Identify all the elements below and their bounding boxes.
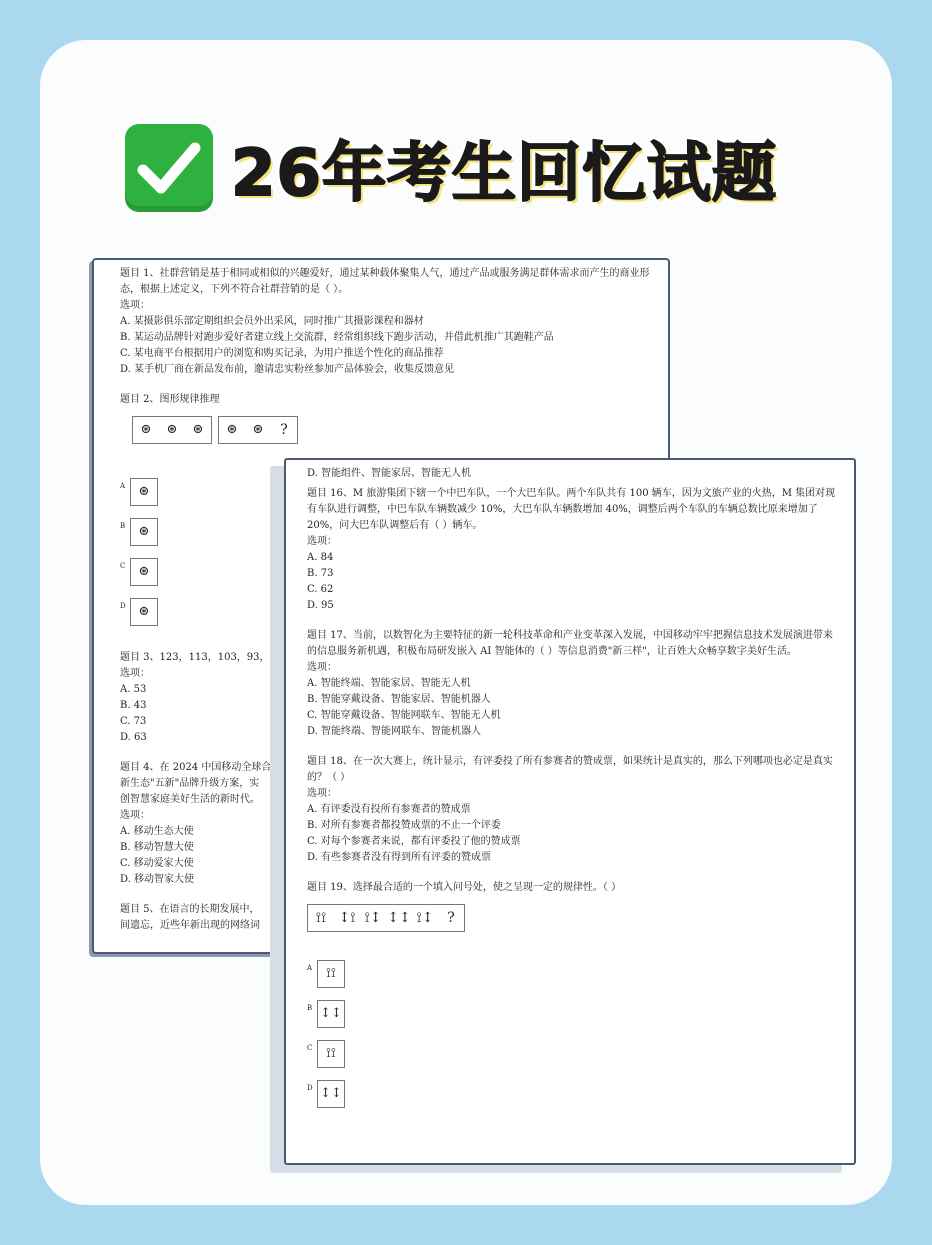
exam-sheet-front bbox=[284, 458, 856, 1165]
arrow-figure-icon: ↕⟟ bbox=[338, 910, 356, 926]
option-b: B. 移动智慧大使 bbox=[120, 842, 194, 853]
figure-option-c: C ⊛ bbox=[120, 558, 650, 586]
question-16-stem: 题目 16、M 旅游集团下辖一个中巴车队，一个大巴车队。两个车队共有 100 辆车，因为文旅产业的火热，M 集团对现有车队进行调整，中巴车队车辆数减少 10%，大巴车队车辆数增加 40%，调整后两个车队的车辆总数比原来增加了 20%，问大巴车队调整后有（ ）辆车。 bbox=[307, 488, 836, 531]
figure-icon: ⊛ bbox=[166, 422, 178, 437]
option-c: C. 移动爱家大使 bbox=[120, 858, 194, 869]
figure-icon: ⊛ bbox=[192, 422, 204, 437]
arrow-figure-icon: ⟟⟟ bbox=[317, 1040, 345, 1068]
option-b: B. 43 bbox=[120, 700, 147, 711]
figure-option-d: D ↕↕ bbox=[307, 1080, 837, 1108]
figure-icon: ⊛ bbox=[130, 598, 158, 626]
figure-option-a: A ⊛ bbox=[120, 478, 650, 506]
arrow-figure-icon: ↕↕ bbox=[317, 1080, 345, 1108]
figure-option-b: B ⊛ bbox=[120, 518, 650, 546]
question-1-stem: 题目 1、社群营销是基于相同或相似的兴趣爱好，通过某种载体聚集人气，通过产品或服务满足群体需求而产生的商业形态，根据上述定义，下列不符合社群营销的是（ ）。 bbox=[120, 268, 650, 295]
question-4-line-3: 创智慧家庭美好生活的新时代。 bbox=[120, 794, 260, 805]
figure-icon: ⊛ bbox=[130, 478, 158, 506]
arrow-figure-icon: ⟟↕ bbox=[416, 910, 434, 926]
page-title: 26年考生回忆试题 bbox=[231, 136, 778, 211]
option-c: C. 62 bbox=[307, 584, 334, 595]
option-c: C. 智能穿戴设备、智能网联车、智能无人机 bbox=[307, 710, 501, 721]
option-b: B. 某运动品牌针对跑步爱好者建立线上交流群，经常组织线下跑步活动，并借此机推广其跑鞋产品 bbox=[120, 332, 554, 343]
arrow-figure-icon: ↕↕ bbox=[317, 1000, 345, 1028]
arrow-figure-icon: ⟟↕ bbox=[364, 910, 382, 926]
question-5-line-2: 间遗忘，近些年新出现的网络词 bbox=[120, 920, 260, 931]
option-d: D. 移动智家大使 bbox=[120, 874, 195, 885]
option-a: A. 有评委没有投所有参赛者的赞成票 bbox=[307, 804, 471, 815]
question-18-stem: 题目 18、在一次大赛上，统计显示，有评委投了所有参赛者的赞成票，如果统计是真实的，那么下列哪项也必定是真实的？（ ） bbox=[307, 756, 833, 783]
option-a: A. 53 bbox=[120, 684, 147, 695]
question-mark: ? bbox=[447, 910, 455, 926]
option-c: C. 某电商平台根据用户的浏览和购买记录，为用户推送个性化的商品推荐 bbox=[120, 348, 444, 359]
option-a: A. 智能终端、智能家居、智能无人机 bbox=[307, 678, 471, 689]
options-label: 选项： bbox=[307, 662, 337, 673]
option-a: A. 某摄影俱乐部定期组织会员外出采风，同时推广其摄影课程和器材 bbox=[120, 316, 424, 327]
option-d: D. 智能终端、智能网联车、智能机器人 bbox=[307, 726, 482, 737]
figure-option-b: B ↕↕ bbox=[307, 1000, 837, 1028]
figure-icon: ⊛ bbox=[130, 558, 158, 586]
figure-icon: ⊛ bbox=[226, 422, 238, 437]
figure-sequence bbox=[132, 416, 650, 444]
figure-option-a: A ⟟⟟ bbox=[307, 960, 837, 988]
figure-icon: ⊛ bbox=[252, 422, 264, 437]
question-4-line-2: 新生态"五新"品牌升级方案，实 bbox=[120, 778, 260, 789]
arrow-figure-icon: ⟟⟟ bbox=[315, 910, 327, 926]
option-b: B. 对所有参赛者都投赞成票的不止一个评委 bbox=[307, 820, 501, 831]
question-3-stem: 题目 3、123，113，103，93，8 bbox=[120, 652, 276, 663]
cut-off-line: D. 智能组件、智能家居、智能无人机 bbox=[307, 468, 472, 479]
options-label: 选项： bbox=[120, 668, 150, 679]
question-mark: ? bbox=[280, 422, 288, 438]
question-17-stem: 题目 17、当前，以数智化为主要特征的新一轮科技革命和产业变革深入发展，中国移动牢牢把握信息技术发展演进带来的信息服务新机遇，积极布局研发嵌入 AI 智能体的（ ）等信息消费"新三样"，让百姓大众畅享数字美好生活。 bbox=[307, 630, 833, 657]
arrow-figure-icon: ⟟⟟ bbox=[317, 960, 345, 988]
figure-option-c: C ⟟⟟ bbox=[307, 1040, 837, 1068]
question-19-stem: 题目 19、选择最合适的一个填入问号处，使之呈现一定的规律性。（ ） bbox=[307, 882, 622, 893]
question-2-stem: 题目 2、图形规律推理 bbox=[120, 394, 220, 405]
option-d: D. 63 bbox=[120, 732, 147, 743]
options-label: 选项： bbox=[120, 810, 150, 821]
option-d: D. 某手机厂商在新品发布前，邀请忠实粉丝参加产品体验会，收集反馈意见 bbox=[120, 364, 455, 375]
figure-option-d: D ⊛ bbox=[120, 598, 650, 626]
option-d: D. 有些参赛者没有得到所有评委的赞成票 bbox=[307, 852, 492, 863]
option-a: A. 84 bbox=[307, 552, 334, 563]
option-b: B. 73 bbox=[307, 568, 334, 579]
options-label: 选项： bbox=[307, 536, 337, 547]
option-c: C. 对每个参赛者来说，都有评委投了他的赞成票 bbox=[307, 836, 521, 847]
option-b: B. 智能穿戴设备、智能家居、智能机器人 bbox=[307, 694, 491, 705]
option-c: C. 73 bbox=[120, 716, 147, 727]
figure-icon: ⊛ bbox=[140, 422, 152, 437]
options-label: 选项： bbox=[120, 300, 150, 311]
option-d: D. 95 bbox=[307, 600, 334, 611]
question-5-line-1: 题目 5、在语言的长期发展中， bbox=[120, 904, 260, 915]
figure-icon: ⊛ bbox=[130, 518, 158, 546]
question-4-line-1: 题目 4、在 2024 中国移动全球合 bbox=[120, 762, 272, 773]
option-a: A. 移动生态大使 bbox=[120, 826, 194, 837]
arrow-figure-icon: ↕↕ bbox=[387, 910, 411, 926]
options-label: 选项： bbox=[307, 788, 337, 799]
figure-sequence bbox=[307, 904, 837, 932]
header bbox=[125, 120, 777, 215]
check-mark-icon bbox=[125, 124, 213, 212]
